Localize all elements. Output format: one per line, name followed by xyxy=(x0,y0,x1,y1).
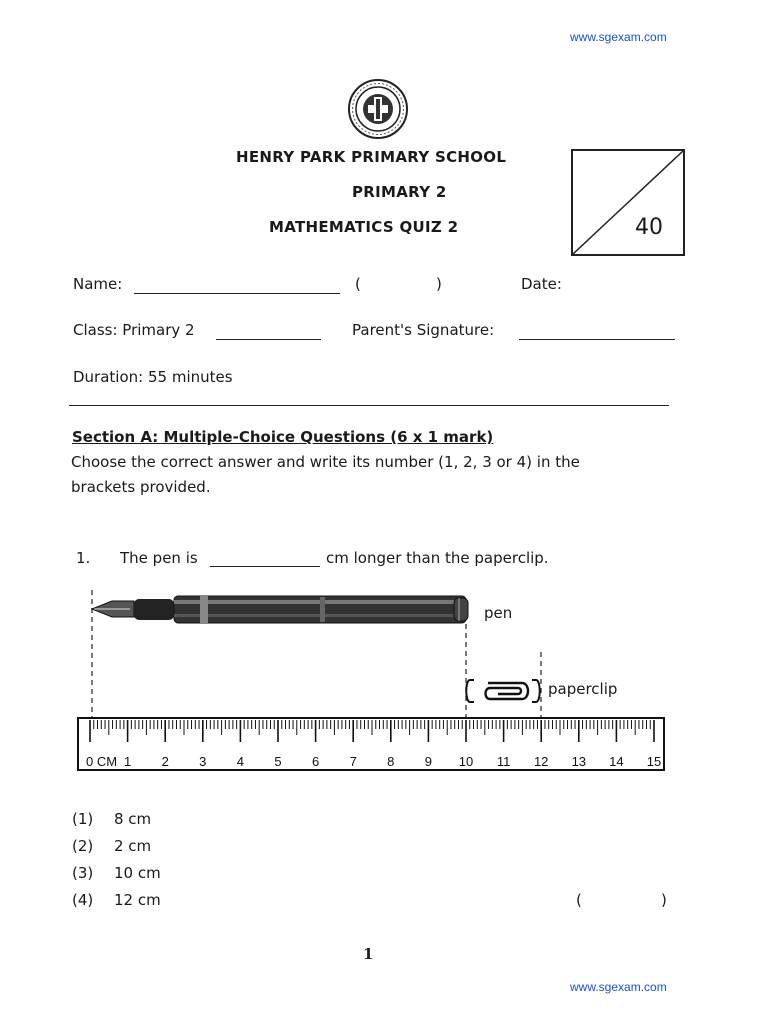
footer-url-link[interactable]: www.sgexam.com xyxy=(570,980,667,994)
question-1-text-before: The pen is xyxy=(120,549,198,567)
option-2-number: (2) xyxy=(72,837,94,855)
ruler-tick-label: 1 xyxy=(123,754,132,769)
header-url-link[interactable]: www.sgexam.com xyxy=(570,30,667,44)
option-1-text: 8 cm xyxy=(114,810,152,828)
name-label: Name: xyxy=(73,275,123,293)
page-number: 1 xyxy=(363,945,374,963)
date-label: Date: xyxy=(521,275,562,293)
score-diagonal-line xyxy=(573,151,683,254)
ruler-tick-label: 0 CM xyxy=(86,754,118,769)
ruler-tick-label: 9 xyxy=(424,754,433,769)
ruler-tick-label: 8 xyxy=(387,754,395,769)
class-label: Class: Primary 2 xyxy=(73,321,195,339)
score-box xyxy=(571,149,685,256)
ruler-tick-label: 5 xyxy=(274,754,282,769)
answer-box[interactable] xyxy=(588,891,658,909)
option-4-number: (4) xyxy=(72,891,94,909)
ruler-tick-label: 11 xyxy=(496,754,511,769)
question-1-blank[interactable] xyxy=(210,566,320,567)
ruler-tick-label: 10 xyxy=(458,754,474,769)
signature-label: Parent's Signature: xyxy=(352,321,495,339)
ruler-tick-label: 7 xyxy=(349,754,357,769)
ruler-tick-label: 6 xyxy=(311,754,320,769)
ruler-tick-label: 15 xyxy=(646,754,662,769)
divider-line xyxy=(69,405,669,406)
class-field[interactable] xyxy=(216,339,321,340)
ruler xyxy=(77,717,667,773)
signature-field[interactable] xyxy=(519,339,675,340)
school-name: HENRY PARK PRIMARY SCHOOL xyxy=(236,148,507,166)
option-4-text: 12 cm xyxy=(114,891,161,909)
index-open-bracket: ( xyxy=(355,275,361,293)
ruler-tick-label: 3 xyxy=(199,754,207,769)
quiz-title: MATHEMATICS QUIZ 2 xyxy=(269,218,459,236)
ruler-tick-label: 14 xyxy=(609,754,624,769)
answer-open-bracket: ( xyxy=(576,891,582,909)
section-a-instruction-2: brackets provided. xyxy=(71,478,211,496)
option-1-number: (1) xyxy=(72,810,94,828)
ruler-tick-label: 13 xyxy=(571,754,587,769)
school-crest-logo xyxy=(347,78,409,140)
section-a-title: Section A: Multiple-Choice Questions (6 x 1 mark) xyxy=(72,428,494,446)
paperclip-label: paperclip xyxy=(548,680,618,698)
question-1-text-after: cm longer than the paperclip. xyxy=(326,549,549,567)
ruler-tick-label: 12 xyxy=(533,754,549,769)
ruler-tick-label: 2 xyxy=(161,754,169,769)
option-3-number: (3) xyxy=(72,864,94,882)
answer-close-bracket: ) xyxy=(661,891,667,909)
name-field[interactable] xyxy=(134,293,340,294)
section-a-instruction-1: Choose the correct answer and write its number (1, 2, 3 or 4) in the xyxy=(71,453,580,471)
duration-text: Duration: 55 minutes xyxy=(73,368,233,386)
level-title: PRIMARY 2 xyxy=(352,183,447,201)
ruler-tick-label: 4 xyxy=(236,754,245,769)
paperclip-picture xyxy=(464,676,544,706)
pen-label: pen xyxy=(484,604,513,622)
question-1-number: 1. xyxy=(76,549,91,567)
pen-picture xyxy=(90,592,475,628)
option-2-text: 2 cm xyxy=(114,837,152,855)
option-3-text: 10 cm xyxy=(114,864,161,882)
index-close-bracket: ) xyxy=(436,275,442,293)
total-marks: 40 xyxy=(635,215,663,240)
